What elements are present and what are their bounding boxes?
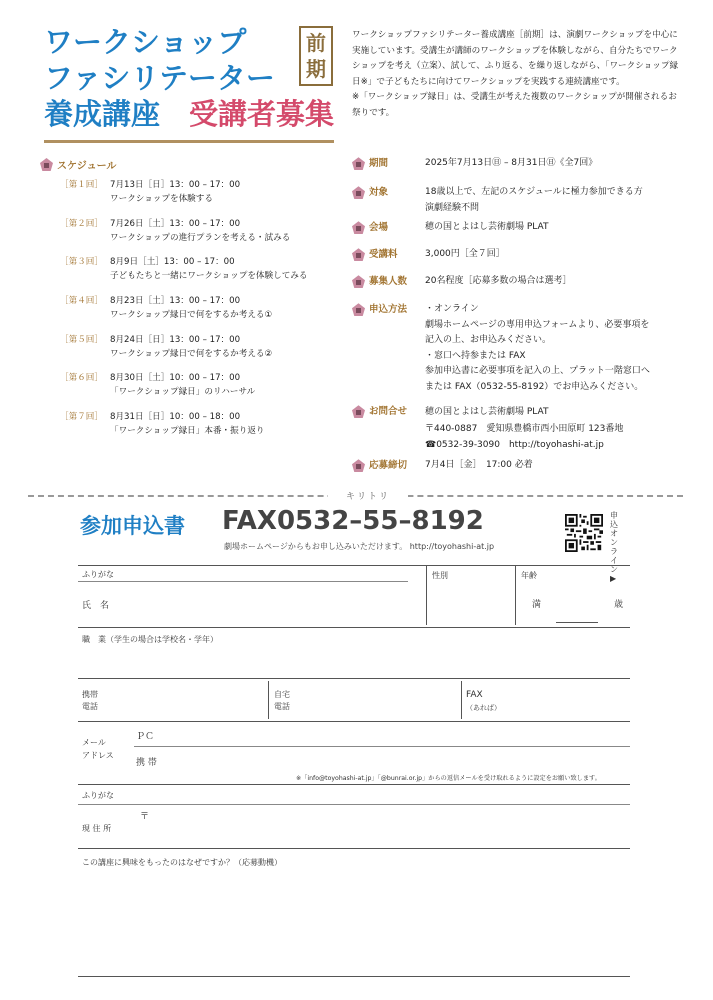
form-divider (426, 565, 427, 625)
schedule-time: 8月24日［日］13：00 – 17：00 (110, 335, 241, 345)
info-contact-label: お問合せ (352, 404, 407, 421)
form-row-border (78, 848, 630, 849)
pentagon-bullet-icon (352, 157, 365, 170)
age-prefix: 満 (532, 600, 542, 610)
pentagon-bullet-icon (352, 275, 365, 288)
title-line-1: ワークショップ (44, 25, 247, 59)
intro-paragraph-2: ※「ワークショップ縁日」は、受講生が考えた複数のワークショップが開催されるお祭りです。 (352, 92, 677, 118)
form-row-border (78, 784, 630, 785)
application-note: 劇場ホームページからもお申し込みいただけます。 http://toyohashi-at.jp (224, 542, 495, 551)
address-furigana-divider (78, 804, 630, 805)
schedule-heading (40, 157, 116, 172)
info-fee-label: 受講料 (352, 247, 398, 264)
info-deadline-value: 7月4日［金］ 17:00 必着 (425, 460, 533, 470)
schedule-number: ［第２回］ (60, 219, 103, 229)
form-row-border (78, 627, 630, 628)
schedule-number: ［第６回］ (60, 373, 103, 383)
schedule-time: 7月13日［日］13：00 – 17：00 (110, 180, 241, 190)
info-capacity-value: 20名程度［応募多数の場合は選考］ (425, 276, 572, 286)
pentagon-bullet-icon (352, 459, 365, 472)
form-divider (515, 565, 516, 625)
schedule-desc: ワークショップ縁日で何をするか考える② (110, 349, 273, 359)
schedule-number: ［第５回］ (60, 335, 103, 345)
schedule-desc: 子どもたちと一緒にワークショップを体験してみる (110, 271, 308, 281)
schedule-time: 7月26日［土］13：00 – 17：00 (110, 219, 241, 229)
pentagon-bullet-icon (352, 186, 365, 199)
form-border (78, 565, 630, 566)
badge-top: 前 (306, 31, 326, 55)
title-line-3: 養成講座 (44, 97, 161, 131)
application-form (78, 565, 630, 980)
title-line-2: ファシリテーター (44, 61, 275, 95)
pentagon-bullet-icon (352, 405, 365, 418)
mobile-phone-label-2: 電話 (82, 702, 98, 711)
info-venue-label: 会場 (352, 220, 388, 237)
info-apply-label: 申込方法 (352, 302, 407, 319)
address-label: 現 住 所 (82, 824, 112, 833)
application-fax: FAX0532–55–8192 (222, 506, 484, 536)
schedule-time: 8月9日［土］13：00 – 17：00 (110, 257, 235, 267)
info-apply-value: ・オンライン 劇場ホームページの専用申込フォームより、必要事項を 記入の上、お申込みください。 ・窓口へ持参または FAX 参加申込書に必要事項を記入の上、プラット一階窓口へ または FAX（0532-55-8192）でお申込みください。 (425, 304, 650, 392)
motivation-label: この講座に興味をもったのはなぜですか？（応募動機） (82, 858, 282, 867)
schedule-desc: ワークショップの進行プランを考える・試みる (110, 233, 291, 243)
fax-note: （あれば） (466, 704, 501, 712)
term-badge (299, 26, 333, 86)
schedule-time: 8月30日［土］10：00 – 17：00 (110, 373, 241, 383)
intro-paragraph-1: ワークショップファシリテーター養成講座［前期］は、演劇ワークショップを中心に実施しています。受講生が講師のワークショップを体験しながら、自分たちでワークショップを考え（立案）、試して、ふり返る、を繰り返しながら、「ワークショップ縁日※」で子どもたちに向けてワークショップを実践する連続講座です。 (352, 30, 679, 87)
schedule-time: 8月31日［日］10：00 – 18：00 (110, 412, 241, 422)
furigana-divider (78, 581, 408, 582)
schedule-number: ［第１回］ (60, 180, 103, 190)
pentagon-bullet-icon (352, 303, 365, 316)
form-divider (268, 681, 269, 719)
fax-label: FAX (466, 690, 483, 700)
mail-label-2: アドレス (82, 751, 114, 760)
intro-text (352, 28, 682, 121)
info-period-value: 2025年7月13日㊐ – 8月31日㊐《全7回》 (425, 158, 598, 168)
occupation-label: 職 業（学生の場合は学校名・学年） (82, 635, 218, 644)
schedule-desc: ワークショップ縁日で何をするか考える① (110, 310, 273, 320)
furigana-label: ふりがな (82, 570, 114, 579)
name-label: 氏 名 (82, 601, 110, 611)
form-row-border (78, 721, 630, 722)
form-row-border (78, 678, 630, 679)
schedule-number: ［第３回］ (60, 257, 103, 267)
schedule-desc: 「ワークショップ縁日」のリハーサル (110, 387, 256, 397)
info-target-label: 対象 (352, 185, 388, 202)
schedule-desc: ワークショップを体験する (110, 194, 213, 204)
pc-label: ＰＣ (136, 732, 155, 742)
badge-bottom: 期 (306, 57, 326, 81)
mail-divider (134, 746, 630, 747)
schedule-number: ［第７回］ (60, 412, 103, 422)
mail-label-1: メール (82, 738, 106, 747)
qr-label[interactable]: 申 込 オ ン ラ イ ン ▶ (610, 511, 618, 583)
pentagon-bullet-icon (352, 248, 365, 261)
mobile-phone-label-1: 携帯 (82, 690, 98, 699)
schedule-time: 8月23日［土］13：00 – 17：00 (110, 296, 241, 306)
mail-note: ※「info@toyohashi-at.jp」「@bunrai.or.jp」からの返信メールを受け取れるように設定をお願い致します。 (296, 775, 601, 782)
age-suffix: 歳 (614, 600, 624, 610)
qr-code-icon[interactable] (565, 514, 603, 552)
info-fee-value: 3,000円［全７回］ (425, 249, 505, 259)
info-deadline-label: 応募締切 (352, 458, 407, 475)
form-bottom-border (78, 976, 630, 977)
home-phone-label-2: 電話 (274, 702, 290, 711)
application-title: 参加申込書 (80, 514, 185, 538)
age-underline (556, 622, 598, 623)
title-recruit: 受講者募集 (189, 97, 335, 131)
info-period-label: 期間 (352, 156, 388, 173)
form-divider (461, 681, 462, 719)
info-target-value: 18歳以上で、左記のスケジュールに極力参加できる方 演劇経験不問 (425, 187, 643, 213)
gender-label: 性別 (432, 571, 448, 580)
info-contact-value: 穂の国とよはし芸術劇場 PLAT 〒440-0887 愛知県豊橋市西小田原町 123番地 ☎0532-39-3090 http://toyohashi-at.jp (425, 407, 624, 450)
postal-mark: 〒 (140, 812, 150, 822)
cut-line (28, 489, 683, 503)
info-venue-value: 穂の国とよはし芸術劇場 PLAT (425, 222, 549, 232)
schedule-desc: 「ワークショップ縁日」本番・振り返り (110, 426, 265, 436)
address-furigana-label: ふりがな (82, 791, 114, 800)
pentagon-bullet-icon (352, 221, 365, 234)
title-divider (44, 140, 334, 143)
pentagon-bullet-icon (40, 158, 53, 171)
home-phone-label-1: 自宅 (274, 690, 290, 699)
mobile-mail-label: 携 帯 (136, 758, 157, 768)
cut-label: キリトリ (328, 489, 408, 502)
schedule-heading-text: スケジュール (57, 161, 117, 172)
schedule-number: ［第４回］ (60, 296, 103, 306)
info-capacity-label: 募集人数 (352, 274, 407, 291)
age-label: 年齢 (521, 571, 537, 580)
